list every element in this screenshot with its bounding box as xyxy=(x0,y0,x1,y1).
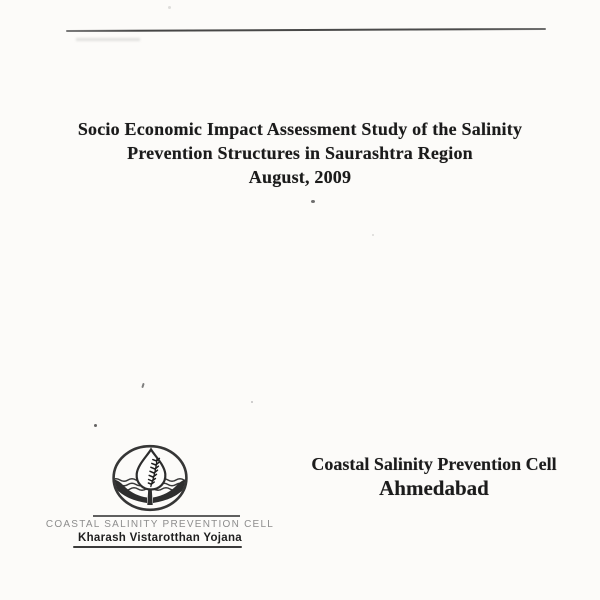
title-line-1: Socio Economic Impact Assessment Study of the Salinity xyxy=(77,119,523,139)
scan-speck xyxy=(251,401,253,403)
scan-speck xyxy=(94,424,97,427)
hands-waterdrop-leaf-logo-icon xyxy=(107,441,195,515)
page-top-edge-line xyxy=(66,28,546,32)
scan-speck xyxy=(372,234,374,236)
scan-speck xyxy=(141,383,144,388)
title-line-3: August, 2009 xyxy=(248,167,352,187)
document-title xyxy=(0,117,600,189)
logo-divider-line xyxy=(93,515,240,517)
scan-smudge-artifact xyxy=(76,38,140,41)
logo-underline xyxy=(73,546,242,548)
publisher-city: Ahmedabad xyxy=(379,476,489,500)
publisher-block xyxy=(292,452,576,500)
scan-speck xyxy=(168,6,171,9)
publisher-name: Coastal Salinity Prevention Cell xyxy=(311,454,557,474)
logo-org-name: COASTAL SALINITY PREVENTION CELL xyxy=(45,519,275,530)
title-line-2: Prevention Structures in Saurashtra Region xyxy=(127,143,473,163)
scan-speck xyxy=(311,200,315,203)
logo-program-name: Kharash Vistarotthan Yojana xyxy=(77,532,243,544)
